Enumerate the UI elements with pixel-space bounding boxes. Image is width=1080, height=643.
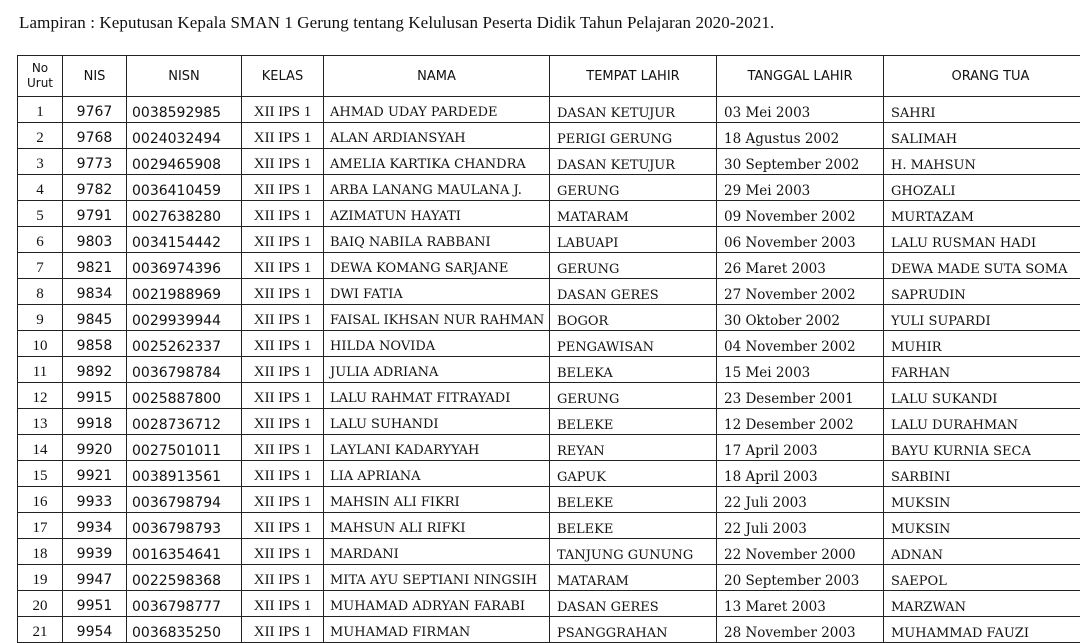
cell-nama: AMELIA KARTIKA CHANDRA [324,149,550,175]
cell-no-urut: 15 [18,461,63,487]
header-no-line1: No [18,61,62,76]
cell-nis: 9834 [63,279,127,305]
cell-tempat-lahir: GERUNG [550,383,717,409]
cell-tempat-lahir: BELEKE [550,409,717,435]
cell-tempat-lahir: PERIGI GERUNG [550,123,717,149]
table-row [18,175,1080,201]
cell-kelas: XII IPS 1 [242,201,324,227]
cell-no-urut: 18 [18,539,63,565]
table-row [18,305,1080,331]
cell-tempat-lahir: GERUNG [550,253,717,279]
table-row [18,149,1080,175]
cell-tempat-lahir: PSANGGRAHAN [550,617,717,643]
cell-tanggal-lahir: 17 April 2003 [717,435,884,461]
table-row [18,123,1080,149]
cell-tempat-lahir: BOGOR [550,305,717,331]
cell-nama: AHMAD UDAY PARDEDE [324,97,550,123]
cell-nis: 9915 [63,383,127,409]
cell-nama: DWI FATIA [324,279,550,305]
cell-orang-tua: ADNAN [884,539,1080,565]
cell-orang-tua: MUKSIN [884,487,1080,513]
cell-tanggal-lahir: 03 Mei 2003 [717,97,884,123]
cell-no-urut: 4 [18,175,63,201]
cell-no-urut: 9 [18,305,63,331]
cell-orang-tua: SAPRUDIN [884,279,1080,305]
cell-no-urut: 20 [18,591,63,617]
cell-kelas: XII IPS 1 [242,487,324,513]
cell-nama: MUHAMAD ADRYAN FARABI [324,591,550,617]
cell-nis: 9782 [63,175,127,201]
cell-kelas: XII IPS 1 [242,591,324,617]
table-row [18,279,1080,305]
cell-tempat-lahir: BELEKA [550,357,717,383]
header-nama: NAMA [324,56,550,97]
cell-nisn: 0016354641 [127,539,242,565]
cell-tanggal-lahir: 22 Juli 2003 [717,487,884,513]
cell-tanggal-lahir: 13 Maret 2003 [717,591,884,617]
cell-nisn: 0036410459 [127,175,242,201]
cell-nis: 9954 [63,617,127,643]
cell-nis: 9934 [63,513,127,539]
cell-orang-tua: BAYU KURNIA SECA [884,435,1080,461]
table-row [18,331,1080,357]
cell-nis: 9791 [63,201,127,227]
cell-nama: ARBA LANANG MAULANA J. [324,175,550,201]
table-row [18,383,1080,409]
cell-no-urut: 17 [18,513,63,539]
cell-nis: 9803 [63,227,127,253]
cell-tempat-lahir: DASAN GERES [550,591,717,617]
cell-nisn: 0034154442 [127,227,242,253]
cell-tempat-lahir: MATARAM [550,201,717,227]
cell-kelas: XII IPS 1 [242,513,324,539]
cell-tanggal-lahir: 12 Desember 2002 [717,409,884,435]
cell-orang-tua: DEWA MADE SUTA SOMA [884,253,1080,279]
header-nisn: NISN [127,56,242,97]
cell-nama: LIA APRIANA [324,461,550,487]
cell-nis: 9918 [63,409,127,435]
table-row [18,617,1080,643]
cell-nisn: 0038592985 [127,97,242,123]
cell-tempat-lahir: GAPUK [550,461,717,487]
cell-tempat-lahir: DASAN GERES [550,279,717,305]
cell-nisn: 0028736712 [127,409,242,435]
cell-nama: MITA AYU SEPTIANI NINGSIH [324,565,550,591]
cell-nisn: 0036798794 [127,487,242,513]
cell-orang-tua: YULI SUPARDI [884,305,1080,331]
cell-no-urut: 11 [18,357,63,383]
cell-tempat-lahir: LABUAPI [550,227,717,253]
cell-no-urut: 14 [18,435,63,461]
cell-orang-tua: MUKSIN [884,513,1080,539]
cell-no-urut: 7 [18,253,63,279]
cell-tanggal-lahir: 30 Oktober 2002 [717,305,884,331]
cell-nisn: 0027638280 [127,201,242,227]
cell-nisn: 0036798777 [127,591,242,617]
cell-no-urut: 3 [18,149,63,175]
cell-tanggal-lahir: 30 September 2002 [717,149,884,175]
cell-nama: MUHAMAD FIRMAN [324,617,550,643]
cell-nis: 9951 [63,591,127,617]
cell-nisn: 0024032494 [127,123,242,149]
table-row [18,565,1080,591]
cell-nisn: 0038913561 [127,461,242,487]
cell-nama: MAHSIN ALI FIKRI [324,487,550,513]
cell-kelas: XII IPS 1 [242,383,324,409]
cell-tanggal-lahir: 20 September 2003 [717,565,884,591]
header-no-line2: Urut [18,76,62,91]
cell-orang-tua: FARHAN [884,357,1080,383]
cell-nisn: 0025887800 [127,383,242,409]
cell-nama: FAISAL IKHSAN NUR RAHMAN [324,305,550,331]
cell-kelas: XII IPS 1 [242,253,324,279]
table-header-row [18,56,1080,97]
cell-no-urut: 21 [18,617,63,643]
cell-tempat-lahir: REYAN [550,435,717,461]
cell-orang-tua: SARBINI [884,461,1080,487]
cell-nis: 9892 [63,357,127,383]
cell-nisn: 0029939944 [127,305,242,331]
cell-nis: 9767 [63,97,127,123]
table-row [18,227,1080,253]
header-orang-tua: ORANG TUA [884,56,1080,97]
cell-nama: LALU RAHMAT FITRAYADI [324,383,550,409]
cell-orang-tua: MUHAMMAD FAUZI [884,617,1080,643]
cell-no-urut: 10 [18,331,63,357]
cell-nisn: 0036798784 [127,357,242,383]
cell-orang-tua: GHOZALI [884,175,1080,201]
cell-no-urut: 19 [18,565,63,591]
cell-tempat-lahir: BELEKE [550,513,717,539]
cell-kelas: XII IPS 1 [242,227,324,253]
table-row [18,513,1080,539]
table-row [18,253,1080,279]
cell-nisn: 0025262337 [127,331,242,357]
cell-nisn: 0036835250 [127,617,242,643]
cell-nis: 9773 [63,149,127,175]
cell-tempat-lahir: PENGAWISAN [550,331,717,357]
cell-nisn: 0036798793 [127,513,242,539]
cell-tanggal-lahir: 18 Agustus 2002 [717,123,884,149]
table-row [18,539,1080,565]
cell-orang-tua: MARZWAN [884,591,1080,617]
cell-nama: BAIQ NABILA RABBANI [324,227,550,253]
cell-no-urut: 6 [18,227,63,253]
cell-tempat-lahir: GERUNG [550,175,717,201]
cell-kelas: XII IPS 1 [242,357,324,383]
cell-kelas: XII IPS 1 [242,175,324,201]
cell-tanggal-lahir: 27 November 2002 [717,279,884,305]
header-tanggal-lahir: TANGGAL LAHIR [717,56,884,97]
cell-kelas: XII IPS 1 [242,539,324,565]
cell-no-urut: 16 [18,487,63,513]
cell-nis: 9920 [63,435,127,461]
cell-tanggal-lahir: 29 Mei 2003 [717,175,884,201]
cell-kelas: XII IPS 1 [242,331,324,357]
cell-no-urut: 12 [18,383,63,409]
cell-tempat-lahir: TANJUNG GUNUNG [550,539,717,565]
cell-nisn: 0027501011 [127,435,242,461]
cell-kelas: XII IPS 1 [242,617,324,643]
cell-kelas: XII IPS 1 [242,305,324,331]
cell-nis: 9845 [63,305,127,331]
cell-nama: DEWA KOMANG SARJANE [324,253,550,279]
cell-no-urut: 8 [18,279,63,305]
cell-nisn: 0036974396 [127,253,242,279]
header-nis: NIS [63,56,127,97]
cell-nis: 9821 [63,253,127,279]
cell-kelas: XII IPS 1 [242,97,324,123]
table-row [18,461,1080,487]
cell-kelas: XII IPS 1 [242,565,324,591]
cell-nis: 9947 [63,565,127,591]
cell-tempat-lahir: BELEKE [550,487,717,513]
table-row [18,409,1080,435]
table-row [18,487,1080,513]
cell-nama: HILDA NOVIDA [324,331,550,357]
cell-nama: AZIMATUN HAYATI [324,201,550,227]
graduation-table [17,55,1080,643]
cell-no-urut: 5 [18,201,63,227]
cell-tanggal-lahir: 22 November 2000 [717,539,884,565]
cell-tanggal-lahir: 22 Juli 2003 [717,513,884,539]
cell-orang-tua: SALIMAH [884,123,1080,149]
cell-orang-tua: MURTAZAM [884,201,1080,227]
cell-tanggal-lahir: 04 November 2002 [717,331,884,357]
table-body [18,97,1080,643]
cell-nis: 9939 [63,539,127,565]
table-row [18,357,1080,383]
cell-tempat-lahir: DASAN KETUJUR [550,97,717,123]
cell-nisn: 0021988969 [127,279,242,305]
cell-orang-tua: H. MAHSUN [884,149,1080,175]
cell-nis: 9858 [63,331,127,357]
cell-kelas: XII IPS 1 [242,435,324,461]
cell-nisn: 0022598368 [127,565,242,591]
table-row [18,97,1080,123]
header-no-urut [18,56,63,97]
cell-no-urut: 1 [18,97,63,123]
cell-kelas: XII IPS 1 [242,461,324,487]
cell-kelas: XII IPS 1 [242,279,324,305]
cell-nama: ALAN ARDIANSYAH [324,123,550,149]
cell-nama: LAYLANI KADARYYAH [324,435,550,461]
cell-orang-tua: LALU RUSMAN HADI [884,227,1080,253]
cell-kelas: XII IPS 1 [242,149,324,175]
cell-orang-tua: LALU DURAHMAN [884,409,1080,435]
cell-nis: 9768 [63,123,127,149]
cell-nama: JULIA ADRIANA [324,357,550,383]
header-kelas: KELAS [242,56,324,97]
cell-kelas: XII IPS 1 [242,123,324,149]
cell-tanggal-lahir: 06 November 2003 [717,227,884,253]
cell-nama: MARDANI [324,539,550,565]
header-tempat-lahir: TEMPAT LAHIR [550,56,717,97]
cell-orang-tua: LALU SUKANDI [884,383,1080,409]
cell-no-urut: 2 [18,123,63,149]
cell-tanggal-lahir: 18 April 2003 [717,461,884,487]
cell-nis: 9933 [63,487,127,513]
cell-orang-tua: SAHRI [884,97,1080,123]
cell-orang-tua: MUHIR [884,331,1080,357]
cell-kelas: XII IPS 1 [242,409,324,435]
cell-no-urut: 13 [18,409,63,435]
cell-tanggal-lahir: 15 Mei 2003 [717,357,884,383]
cell-tempat-lahir: MATARAM [550,565,717,591]
table-row [18,591,1080,617]
table-row [18,435,1080,461]
document-caption: Lampiran : Keputusan Kepala SMAN 1 Gerung tentang Kelulusan Peserta Didik Tahun Pelajaran 2020-2021. [19,13,774,33]
cell-tanggal-lahir: 23 Desember 2001 [717,383,884,409]
table-row [18,201,1080,227]
cell-nis: 9921 [63,461,127,487]
cell-tanggal-lahir: 28 November 2003 [717,617,884,643]
cell-nisn: 0029465908 [127,149,242,175]
cell-orang-tua: SAEPOL [884,565,1080,591]
cell-tanggal-lahir: 09 November 2002 [717,201,884,227]
cell-nama: LALU SUHANDI [324,409,550,435]
cell-tempat-lahir: DASAN KETUJUR [550,149,717,175]
cell-tanggal-lahir: 26 Maret 2003 [717,253,884,279]
cell-nama: MAHSUN ALI RIFKI [324,513,550,539]
